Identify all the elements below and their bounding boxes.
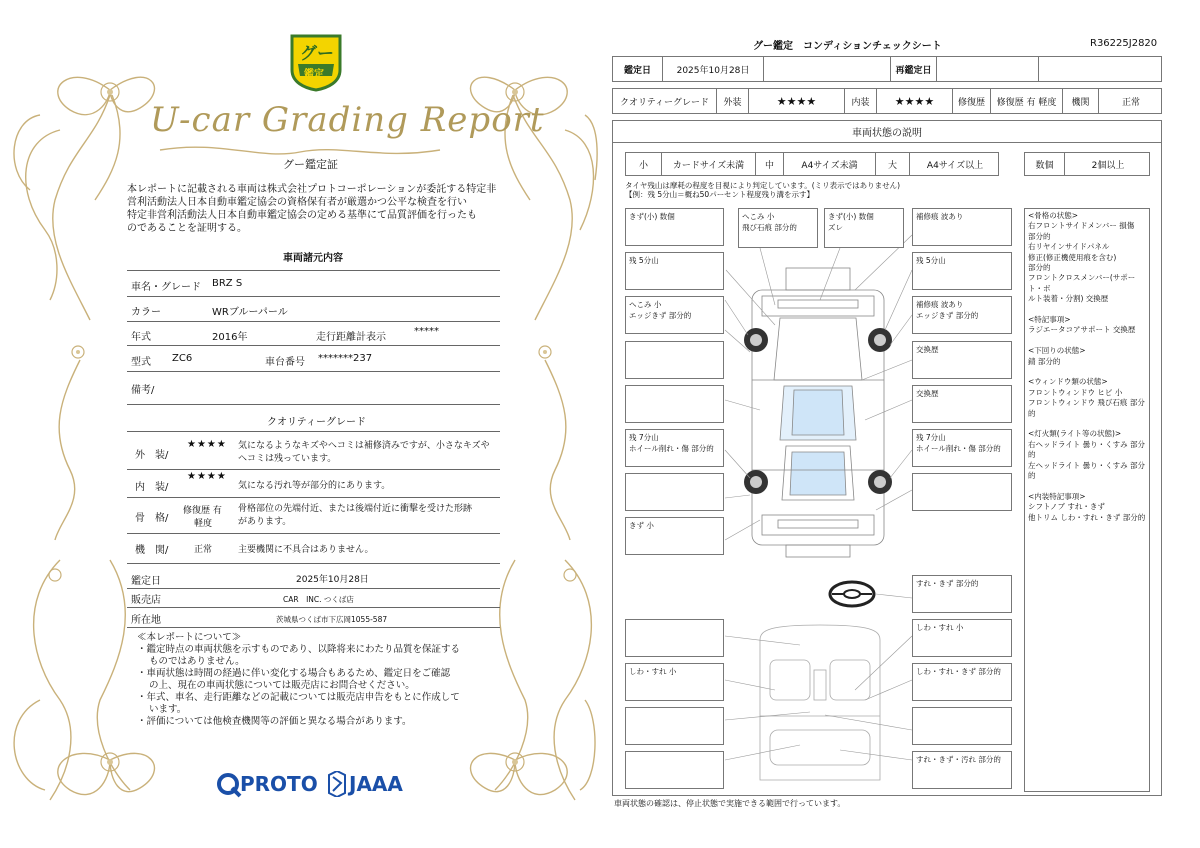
damage-label: 残 5分山 [629, 256, 659, 265]
jaaa-logo-text: JAAA [349, 772, 403, 796]
interior-label: しわ・すれ・きず 部分的 [916, 667, 1001, 676]
note-line: 錆 部分的 [1028, 356, 1061, 366]
intro-line: 営利活動法人日本自動車鑑定協会の資格保有者が厳選かつ公平な検査を行い [127, 197, 467, 208]
damage-box [912, 429, 1012, 467]
note-line: <特記事項> [1028, 315, 1071, 325]
note-line: ラジエータコアサポート 交換歴 [1028, 325, 1136, 335]
remarks-label: 備考/ [131, 385, 155, 396]
note-line: 右フロントサイドメンバー 損傷 [1028, 221, 1135, 231]
damage-box [625, 473, 724, 511]
interior-desc: 気になる汚れ等が部分的にあります。 [238, 481, 391, 491]
footnote: 車両状態の確認は、停止状態で実施できる範囲で行っています。 [614, 799, 846, 808]
interior-box [912, 663, 1012, 701]
section-title: 車両状態の説明 [613, 121, 1161, 143]
model-label: 型式 [131, 357, 151, 368]
shop-label: 販売店 [131, 595, 161, 606]
name-label: 車名・グレード [131, 282, 201, 293]
desc-line: ヘコミは残っています。 [238, 454, 337, 464]
spec-heading: 車両諸元内容 [283, 253, 343, 264]
engine-value: 正常 [1121, 97, 1140, 108]
note-line: 右リヤインサイドパネル [1028, 242, 1110, 252]
model-value: ZC6 [172, 353, 193, 364]
note-line: 右ヘッドライト 曇り・くすみ 部分的 [1028, 439, 1146, 460]
damage-label: 交換歴 [916, 389, 939, 398]
notice-line: ・評価については他検査機関等の評価と異なる場合があります。 [137, 716, 412, 727]
damage-label: 残 7分山 [916, 433, 946, 442]
condition-notes-panel [1024, 208, 1150, 792]
report-notices [137, 632, 497, 728]
note-line [1028, 482, 1146, 492]
repair-label: 修復歴 [953, 89, 991, 113]
interior-box [912, 707, 1012, 745]
legend-small: 小 [626, 153, 662, 175]
legend-medium: 中 [756, 153, 784, 175]
note-line: <ウィンドウ類の状態> [1028, 377, 1108, 387]
int-label: 内装 [845, 89, 877, 113]
damage-label: へこみ 小 [742, 212, 775, 221]
note-line: 部分的 [1028, 231, 1051, 241]
mileage-value: ***** [414, 326, 439, 337]
color-value: WRブルーパール [212, 307, 288, 318]
frame-value: 修復歴 有 [183, 506, 222, 516]
date-label: 鑑定日 [613, 57, 663, 81]
steering-wheel-icon [830, 582, 874, 606]
notice-line: ・車両状態は時間の経過に伴い変化する場合もあるため、鑑定日をご確認 [137, 668, 451, 679]
interior-box [625, 751, 724, 789]
address-label: 所在地 [131, 615, 161, 626]
damage-label: ホイール削れ・傷 部分的 [916, 444, 1001, 453]
intro-line: のであることを証明する。 [127, 223, 247, 234]
ext-value: ★★★★ [749, 89, 845, 113]
legend-medium-desc: A4サイズ未満 [784, 153, 876, 175]
note-line: <内装特記事項> [1028, 491, 1086, 501]
quality-heading: クオリティーグレード [267, 417, 366, 428]
int-value: ★★★★ [877, 89, 953, 113]
interior-box [912, 575, 1012, 613]
certificate-intro [127, 183, 507, 235]
interior-box [912, 751, 1012, 789]
note-line [1028, 305, 1146, 315]
damage-box [625, 296, 724, 334]
damage-box [912, 473, 1012, 511]
damage-box [625, 341, 724, 379]
damage-label: 残 5分山 [916, 256, 946, 265]
engine-value: 正常 [194, 545, 213, 555]
note-line: 修正(修正機使用痕を含む) [1028, 252, 1117, 262]
note-line: ルト装着・分割) 交換歴 [1028, 294, 1109, 304]
note-line: フロントウィンドウ 飛び石痕 部分的 [1028, 398, 1145, 418]
frame-desc [238, 503, 472, 529]
reinspect-label: 再鑑定日 [891, 57, 937, 81]
note-line [1028, 336, 1146, 346]
notice-line: の上、現在の車両状態については販売店にお問合せください。 [149, 680, 415, 691]
repair-value: 修復歴 有 軽度 [991, 89, 1063, 113]
note-line: <骨格の状態> [1028, 211, 1079, 220]
damage-box [625, 429, 724, 467]
date-value: 2025年10月28日 [296, 575, 369, 585]
damage-label: エッジきず 部分的 [916, 311, 979, 320]
exterior-stars: ★★★★ [187, 439, 227, 450]
proto-logo-text: PROTO [240, 772, 318, 796]
name-value: BRZ S [212, 278, 243, 289]
address-value: 茨城県つくば市下広岡1055-587 [276, 615, 388, 624]
notice-title: ≪本レポートについて≫ [137, 632, 242, 643]
damage-box [912, 296, 1012, 334]
damage-box [824, 208, 904, 248]
damage-label: へこみ 小 [629, 300, 662, 309]
shop-value: CAR INC. つくば店 [283, 595, 354, 604]
note-line: 部分的 [1028, 263, 1051, 273]
frame-label: 骨 格/ [135, 513, 169, 524]
interior-box [625, 663, 724, 701]
goo-kantei-badge [288, 30, 344, 92]
notice-line: ・年式、車名、走行距離などの記載については販売店申告をもとに作成して [137, 692, 460, 703]
damage-label: 飛び石痕 部分的 [742, 223, 797, 232]
intro-line: 本レポートに記載される車両は株式会社プロトコーポレーションが委託する特定非 [127, 184, 497, 195]
damage-box [912, 252, 1012, 290]
note-line: 左ヘッドライト 曇り・くすみ 部分的 [1028, 460, 1146, 481]
interior-label: 内 装/ [135, 482, 169, 493]
note-line: シフトノブ すれ・きず [1028, 502, 1105, 512]
note-line [1028, 367, 1146, 377]
damage-box [738, 208, 818, 248]
damage-box [625, 385, 724, 423]
interior-box [912, 619, 1012, 657]
engine-label: 機 関/ [135, 545, 169, 556]
jaaa-emblem-icon [327, 771, 347, 797]
interior-label: しわ・すれ 小 [629, 667, 677, 676]
count-value: 2個以上 [1091, 160, 1125, 171]
note-line: 他トリム しわ・すれ・きず 部分的 [1028, 512, 1146, 522]
quality-label: クオリティーグレード [613, 89, 717, 113]
damage-label: ホイール削れ・傷 部分的 [629, 444, 714, 453]
chassis-value: *******237 [318, 353, 373, 364]
legend-large-desc: A4サイズ以上 [926, 160, 984, 171]
desc-line: があります。 [238, 517, 292, 527]
damage-box [625, 517, 724, 555]
damage-label: ズレ [828, 223, 843, 232]
badge-bottom-text: 鑑定 [304, 69, 324, 80]
damage-label: 補修痕 波あり [916, 300, 964, 309]
interior-box [625, 619, 724, 657]
tire-note: タイヤ残山は摩耗の程度を目視により判定しています。(ミリ表示ではありません) [625, 181, 901, 190]
legend-large: 大 [876, 153, 910, 175]
damage-label: エッジきず 部分的 [629, 311, 692, 320]
damage-box [912, 341, 1012, 379]
exterior-desc [238, 440, 490, 466]
doc-id: R36225J2820 [1090, 38, 1158, 49]
badge-top-text: グー [300, 44, 334, 64]
damage-label: きず(小) 数個 [629, 212, 675, 221]
mileage-label: 走行距離計表示 [316, 332, 386, 343]
note-line [1028, 419, 1146, 429]
exterior-label: 外 装/ [135, 450, 169, 461]
sheet-title: グー鑑定 コンディションチェックシート [753, 41, 942, 52]
notice-line: ・鑑定時点の車両状態を示すものであり、以降将来にわたり品質を保証する [137, 644, 461, 655]
interior-label: すれ・きず 部分的 [916, 579, 979, 588]
damage-label: 補修痕 波あり [916, 212, 964, 221]
interior-stars: ★★★★ [187, 471, 227, 482]
damage-box [912, 385, 1012, 423]
frame-value-2: 軽度 [194, 519, 213, 529]
damage-label: きず 小 [629, 521, 654, 530]
count-label: 数個 [1025, 153, 1065, 175]
damage-box [912, 208, 1012, 246]
note-line: <下回りの状態> [1028, 346, 1086, 356]
note-line: フロントウィンドウ ヒビ 小 [1028, 387, 1123, 397]
ext-label: 外装 [717, 89, 749, 113]
damage-label: 交換歴 [916, 345, 939, 354]
legend-small-desc: カードサイズ未満 [662, 153, 756, 175]
desc-line: 気になるようなキズやヘコミは補修済みですが、小さなキズや [238, 441, 490, 451]
damage-label: 残 7分山 [629, 433, 659, 442]
note-line: <灯火類(ライト等の状態)> [1028, 429, 1122, 439]
tire-example: 【例：残 5分山＝概ね50パーセント程度残り溝を示す】 [625, 190, 815, 199]
interior-label: すれ・きず・汚れ 部分的 [916, 755, 1001, 764]
date-label: 鑑定日 [131, 576, 161, 587]
year-value: 2016年 [212, 332, 248, 343]
damage-box [625, 208, 724, 246]
engine-label: 機関 [1063, 89, 1099, 113]
desc-line: 骨格部位の先端付近、または後端付近に衝撃を受けた形跡 [238, 504, 473, 514]
damage-box [625, 252, 724, 290]
engine-desc: 主要機関に不具合はありません。 [238, 545, 374, 555]
chassis-label: 車台番号 [265, 357, 305, 368]
proto-q-icon [216, 772, 242, 798]
date-value: 2025年10月28日 [663, 57, 764, 81]
proto-logo [216, 771, 326, 799]
color-label: カラー [131, 307, 161, 318]
jaaa-logo [327, 771, 412, 799]
intro-line: 特定非営利活動法人日本自動車鑑定協会の定める基準にて品質評価を行ったも [127, 210, 477, 221]
notice-line: ものではありません。 [149, 656, 245, 667]
notice-line: います。 [149, 704, 187, 715]
damage-label: きず(小) 数個 [828, 212, 874, 221]
report-script-title: U-car Grading Report [150, 100, 545, 140]
interior-label: しわ・すれ 小 [916, 623, 964, 632]
certificate-title: グー鑑定証 [283, 158, 338, 171]
year-label: 年式 [131, 332, 151, 343]
condition-check-sheet [600, 0, 1200, 848]
interior-box [625, 707, 724, 745]
note-line: フロントクロスメンバー(サポート・ボ [1028, 273, 1136, 293]
